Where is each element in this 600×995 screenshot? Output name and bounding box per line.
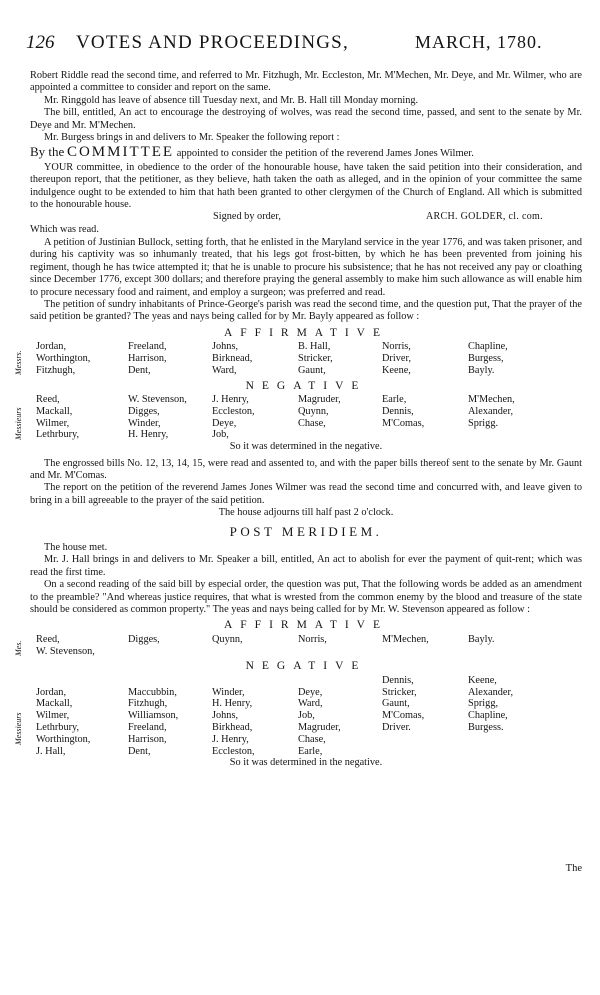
vote-row (30, 634, 582, 646)
member-name: Reed, (36, 633, 60, 645)
member-name: Earle, (298, 745, 323, 757)
member-name: Deye, (212, 417, 237, 429)
member-name: Mackall, (36, 405, 73, 417)
vote-row (30, 646, 582, 658)
member-name: M'Mechen, (382, 633, 429, 645)
member-name: Birkhead, (212, 721, 253, 733)
vote2-affirmative-list (14, 633, 582, 658)
paragraph: A petition of Justinian Bullock, setting forth, that he enlisted in the Maryland service in the year 1776, and was taken prisoner, and during his captivity was so inhumanly treated, that his legs got frost-bitten, by which he has been prevented from joining his regiment, though he has twice attempted it; that he is unable to procure his subsistence; that he has not received any pay or cloathing since December 1776, except 300 dollars; and therefore praying the general assembly to make him such allowance as will enable him to procure necessary food and raiment, and employ a surgeon; was preferred and read. (30, 236, 582, 298)
committee-heading (30, 146, 582, 160)
member-name: Keene, (382, 364, 411, 376)
member-name: Chapline, (468, 341, 508, 353)
member-name: Worthington, (36, 352, 91, 364)
member-name: Job, (212, 429, 229, 441)
member-name: Chase, (298, 417, 326, 429)
member-name: Stricker, (382, 686, 417, 698)
member-name: W. Stevenson, (36, 645, 95, 657)
vote2-negative-heading: NEGATIVE (245, 660, 367, 673)
vote1-negative-heading: NEGATIVE (245, 379, 367, 392)
member-name: Ward, (298, 698, 323, 710)
paragraph: Which was read. (30, 224, 99, 236)
vote-row (30, 698, 582, 710)
member-name: Gaunt, (382, 698, 410, 710)
member-name: Ward, (212, 364, 237, 376)
member-name: Lethrbury, (36, 721, 80, 733)
vote-row (30, 394, 582, 406)
vote2-result: So it was determined in the negative. (229, 757, 383, 769)
member-name: Earle, (382, 393, 407, 405)
member-name: Magruder, (298, 393, 341, 405)
member-name: Driver, (382, 352, 412, 364)
member-name: Bayly. (468, 364, 495, 376)
member-name: Birknead, (212, 352, 253, 364)
member-name: Driver. (382, 721, 411, 733)
member-name: Harrison, (128, 352, 167, 364)
paragraph: The engrossed bills No. 12, 13, 14, 15, were read and assented to, and with the paper bills thereof sent to the senate by Mr. Gaunt and Mr. M'Comas. (30, 457, 582, 481)
member-name: Jordan, (36, 686, 67, 698)
member-name: Dent, (128, 745, 151, 757)
member-name: Dennis, (382, 674, 414, 686)
member-name: B. Hall, (298, 341, 331, 353)
catchword: The (565, 863, 582, 874)
page-number: 126 (26, 32, 55, 53)
member-name: Chapline, (468, 710, 508, 722)
vote1-affirmative-list (14, 341, 582, 376)
member-name: Fitzhugh, (36, 364, 76, 376)
member-name: Mackall, (36, 698, 73, 710)
member-name: Johns, (212, 710, 239, 722)
member-name: Freeland, (128, 341, 167, 353)
vote-row (30, 710, 582, 722)
member-name: Quynn, (298, 405, 329, 417)
member-name: Burgess. (468, 721, 504, 733)
member-name: Eccleston, (212, 405, 255, 417)
member-name: Freeland, (128, 721, 167, 733)
paragraph: Mr. J. Hall brings in and delivers to Mr. Speaker a bill, entitled, An act to abolish for ever the payment of quit-rent; which was read the first time. (30, 554, 582, 578)
running-date: MARCH, 1780. (415, 32, 543, 52)
member-name: Reed, (36, 393, 60, 405)
member-name: Dent, (128, 364, 151, 376)
vote2-affirmative-side-label: Mes. (14, 640, 23, 656)
member-name: M'Comas, (382, 710, 425, 722)
member-name: J. Henry, (212, 393, 249, 405)
vote1-result: So it was determined in the negative. (229, 441, 383, 453)
post-meridiem-heading: POST MERIDIEM. (229, 523, 383, 539)
member-name: M'Comas, (382, 417, 425, 429)
member-name: Digges, (128, 633, 160, 645)
member-name: H. Henry, (128, 429, 169, 441)
signer-name: ARCH. GOLDER, cl. com. (426, 211, 543, 223)
paragraph: Mr. Burgess brings in and delivers to Mr. Speaker the following report : (44, 132, 340, 144)
committee-word: COMMITTEE (66, 144, 175, 161)
member-name: Digges, (128, 405, 160, 417)
vote-row (30, 429, 582, 441)
vote1-affirmative-heading: AFFIRMATIVE (223, 326, 389, 339)
member-name: Burgess, (468, 352, 504, 364)
vote1-affirmative-side-label: Messrs. (14, 350, 23, 376)
signature-line (30, 211, 582, 224)
member-name: Maccubbin, (128, 686, 177, 698)
member-name: Norris, (298, 633, 327, 645)
member-name: Jordan, (36, 341, 67, 353)
member-name: J. Henry, (212, 733, 249, 745)
member-name: Job, (298, 710, 315, 722)
member-name: Magruder, (298, 721, 341, 733)
page-header (18, 32, 588, 56)
member-name: Worthington, (36, 733, 91, 745)
vote-row (30, 675, 582, 687)
paragraph: The report on the petition of the reverend James Jones Wilmer was read the second time and concurred with, and leave given to bring in a bill agreeable to the prayer of the said petition. (30, 482, 582, 506)
member-name: Alexander, (468, 405, 514, 417)
member-name: Winder, (128, 417, 161, 429)
member-name: Norris, (382, 341, 411, 353)
signed-by-order: Signed by order, (213, 211, 281, 223)
vote-row (30, 353, 582, 365)
vote2-affirmative-heading: AFFIRMATIVE (223, 619, 389, 632)
vote-row (30, 406, 582, 418)
member-name: Williamson, (128, 710, 179, 722)
vote-row (30, 734, 582, 746)
vote-row (30, 746, 582, 758)
member-name: Wilmer, (36, 417, 70, 429)
member-name: Chase, (298, 733, 326, 745)
member-name: H. Henry, (212, 698, 253, 710)
vote-row (30, 341, 582, 353)
member-name: Dennis, (382, 405, 414, 417)
member-name: M'Mechen, (468, 393, 515, 405)
paragraph: On a second reading of the said bill by especial order, the question was put, That the following words be added as an amendment to the preamble? "And whereas justice requires, that what is wrested from the common enemy by the blood and treasure of the state should be considered as common property." The yeas and nays being called for by Mr. W. Stevenson appeared as follow : (30, 579, 582, 615)
committee-by: By the (30, 144, 65, 160)
member-name: Wilmer, (36, 710, 70, 722)
paragraph: The house met. (44, 541, 108, 553)
committee-report: YOUR committee, in obedience to the order of the honourable house, have taken the said petition into their consideration, and thereupon report, that the petitioner, as they believe, hath taken the oath as alleged, and in the opinion of your committee the same indulgence ought to be extended to him that hath been granted to other clergymen of the Church of England. All which is submitted to the honourable house. (30, 161, 582, 211)
vote-row (30, 722, 582, 734)
member-name: Gaunt, (298, 364, 326, 376)
vote-row (30, 365, 582, 377)
member-name: J. Hall, (36, 745, 66, 757)
member-name: Johns, (212, 341, 239, 353)
member-name: Alexander, (468, 686, 514, 698)
vote1-negative-side-label: Messieurs (14, 407, 23, 440)
vote2-negative-side-label: Messieurs (14, 712, 23, 745)
member-name: Bayly. (468, 633, 495, 645)
member-name: Keene, (468, 674, 497, 686)
member-name: W. Stevenson, (128, 393, 187, 405)
vote2-negative-list (14, 674, 582, 758)
member-name: Deye, (298, 686, 323, 698)
member-name: Quynn, (212, 633, 243, 645)
vote1-negative-list (14, 393, 582, 441)
member-name: Stricker, (298, 352, 333, 364)
member-name: Eccleston, (212, 745, 255, 757)
member-name: Fitzhugh, (128, 698, 168, 710)
member-name: Harrison, (128, 733, 167, 745)
adjournment: The house adjourns till half past 2 o'clock. (218, 507, 394, 519)
member-name: Lethrbury, (36, 429, 80, 441)
page-body (14, 70, 582, 770)
paragraph: The petition of sundry inhabitants of Prince-George's parish was read the second time, and the question put, That the prayer of the said petition be granted? The yeas and nays being called for by Mr. Bayly appeared as follow : (30, 298, 582, 323)
paragraph: Robert Riddle read the second time, and referred to Mr. Fitzhugh, Mr. Eccleston, Mr. M'Mechen, Mr. Deye, and Mr. Wilmer, who are appointed a committee to consider and report on the same. (30, 70, 582, 94)
member-name: Winder, (212, 686, 245, 698)
paragraph: The bill, entitled, An act to encourage the destroying of wolves, was read the second time, passed, and sent to the senate by Mr. Deye and Mr. M'Mechen. (30, 107, 582, 131)
member-name: Sprigg, (468, 698, 499, 710)
vote-row (30, 687, 582, 699)
member-name: Sprigg. (468, 417, 499, 429)
vote-row (30, 418, 582, 430)
paragraph: Mr. Ringgold has leave of absence till Tuesday next, and Mr. B. Hall till Monday morning. (44, 94, 419, 106)
committee-rest: appointed to consider the petition of the reverend James Jones Wilmer. (176, 148, 474, 160)
running-title: VOTES AND PROCEEDINGS, (76, 32, 349, 53)
